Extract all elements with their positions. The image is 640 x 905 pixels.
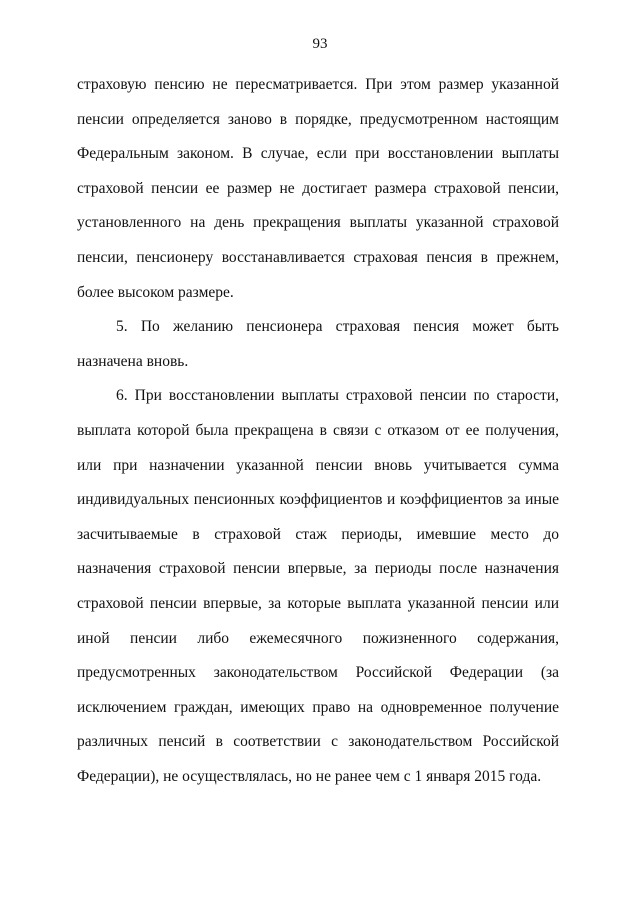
paragraph-item-6: 6. При восстановлении выплаты страховой пенсии по старости, выплата которой была прекращена в связи с отказом от ее получения, или при назначении указанной пенсии вновь учитывается сумма индивидуальных пенсионных коэффициентов и коэффициентов за иные засчитываемые в страховой стаж периоды, имевшие место до назначения страховой пенсии впервые, за периоды после назначения страховой пенсии впервые, за которые выплата указанной пенсии или иной пенсии либо ежемесячного пожизненного содержания, предусмотренных законодательством Российской Федерации (за исключением граждан, имеющих право на одновременное получение различных пенсий в соответствии с законодательством Российской Федерации), не осуществлялась, но не ранее чем с 1 января 2015 года. <box>77 387 559 785</box>
paragraph-item-5: 5. По желанию пенсионера страховая пенсия может быть назначена вновь. <box>77 318 559 370</box>
document-body <box>77 68 559 794</box>
page-number: 93 <box>312 36 328 52</box>
paragraph-continuation: страховую пенсию не пересматривается. При этом размер указанной пенсии определяется заново в порядке, предусмотренном настоящим Федеральным законом. В случае, если при восстановлении выплаты страховой пенсии ее размер не достигает размера страховой пенсии, установленного на день прекращения выплаты указанной страховой пенсии, пенсионеру восстанавливается страховая пенсия в прежнем, более высоком размере. <box>77 76 559 301</box>
